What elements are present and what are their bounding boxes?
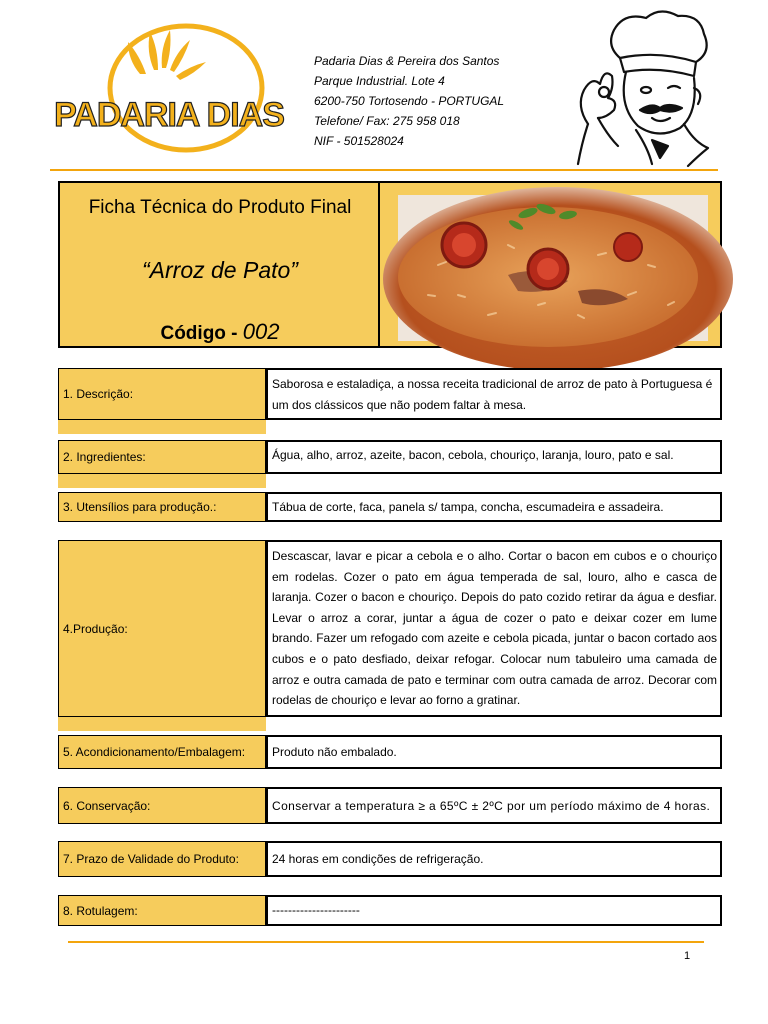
row-value-rotulagem: ---------------------- <box>266 895 722 926</box>
company-city: 6200-750 Tortosendo - PORTUGAL <box>314 94 505 108</box>
row-label-conservacao: 6. Conservação: <box>58 787 266 824</box>
row-label-utensilios: 3. Utensílios para produção.: <box>58 492 266 522</box>
company-info <box>314 51 554 151</box>
row-validade <box>58 841 722 877</box>
row-value-conservacao: Conservar a temperatura ≥ a 65ºC ± 2ºC por um período máximo de 4 horas. <box>266 787 722 824</box>
chef-illustration <box>548 6 718 166</box>
row-spacer <box>58 420 266 434</box>
row-descricao <box>58 368 722 420</box>
row-value-ingredientes: Água, alho, arroz, azeite, bacon, cebola, chouriço, laranja, louro, pato e sal. <box>266 440 722 474</box>
row-ingredientes <box>58 440 722 474</box>
row-label-validade: 7. Prazo de Validade do Produto: <box>58 841 266 877</box>
row-label-producao: 4.Produção: <box>58 540 266 717</box>
product-code-label: Código - <box>160 323 243 344</box>
product-code-value: 002 <box>242 319 280 344</box>
company-name: Padaria Dias & Pereira dos Santos <box>314 54 500 68</box>
row-conservacao <box>58 787 722 824</box>
row-spacer <box>58 717 266 731</box>
company-phone: Telefone/ Fax: 275 958 018 <box>314 114 460 128</box>
company-address: Parque Industrial. Lote 4 <box>314 74 445 88</box>
row-rotulagem <box>58 895 722 926</box>
product-name: “Arroz de Pato” <box>142 257 298 283</box>
product-photo <box>398 195 708 341</box>
row-value-acondicionamento: Produto não embalado. <box>266 735 722 769</box>
title-panel <box>60 183 380 346</box>
svg-text:PADARIA DIAS: PADARIA DIAS <box>54 96 284 134</box>
row-utensilios <box>58 492 722 522</box>
row-value-utensilios: Tábua de corte, faca, panela s/ tampa, concha, escumadeira e assadeira. <box>266 492 722 522</box>
row-label-rotulagem: 8. Rotulagem: <box>58 895 266 926</box>
row-producao <box>58 540 722 717</box>
row-label-acondicionamento: 5. Acondicionamento/Embalagem: <box>58 735 266 769</box>
document-title: Ficha Técnica do Produto Final <box>88 197 352 218</box>
product-code <box>60 319 380 345</box>
header-divider <box>50 169 718 171</box>
title-box <box>58 181 722 348</box>
padaria-dias-logo <box>54 22 284 162</box>
row-label-ingredientes: 2. Ingredientes: <box>58 440 266 474</box>
row-spacer <box>58 474 266 488</box>
company-nif: NIF - 501528024 <box>314 134 404 148</box>
row-value-validade: 24 horas em condições de refrigeração. <box>266 841 722 877</box>
row-value-producao: Descascar, lavar e picar a cebola e o alho. Cortar o bacon em cubos e o chouriço em rodelas. Cozer o pato em água temperada de sal, louro, alho e casca de laranja. Cozer o bacon e chouriço. Depois do pato cozido retirar da água e desfiar. Levar o arroz a corar, juntar a água de cozer o pato e deixar cozer em lume brando. Fazer um refogado com azeite e cebola picada, juntar o bacon cortado aos cubos e o pato desfiado, deixar refogar. Colocar num tabuleiro uma camada de arroz e outra camada de pato e terminar com outra camada de arroz. Decorar com rodelas de chouriço e levar ao forno a gratinar. <box>266 540 722 717</box>
row-label-descricao: 1. Descrição: <box>58 368 266 420</box>
row-value-descricao: Saborosa e estaladiça, a nossa receita tradicional de arroz de pato à Portuguesa é um dos clássicos que não podem faltar à mesa. <box>266 368 722 420</box>
footer-divider <box>68 941 704 943</box>
row-acondicionamento <box>58 735 722 769</box>
page-number: 1 <box>684 950 691 962</box>
